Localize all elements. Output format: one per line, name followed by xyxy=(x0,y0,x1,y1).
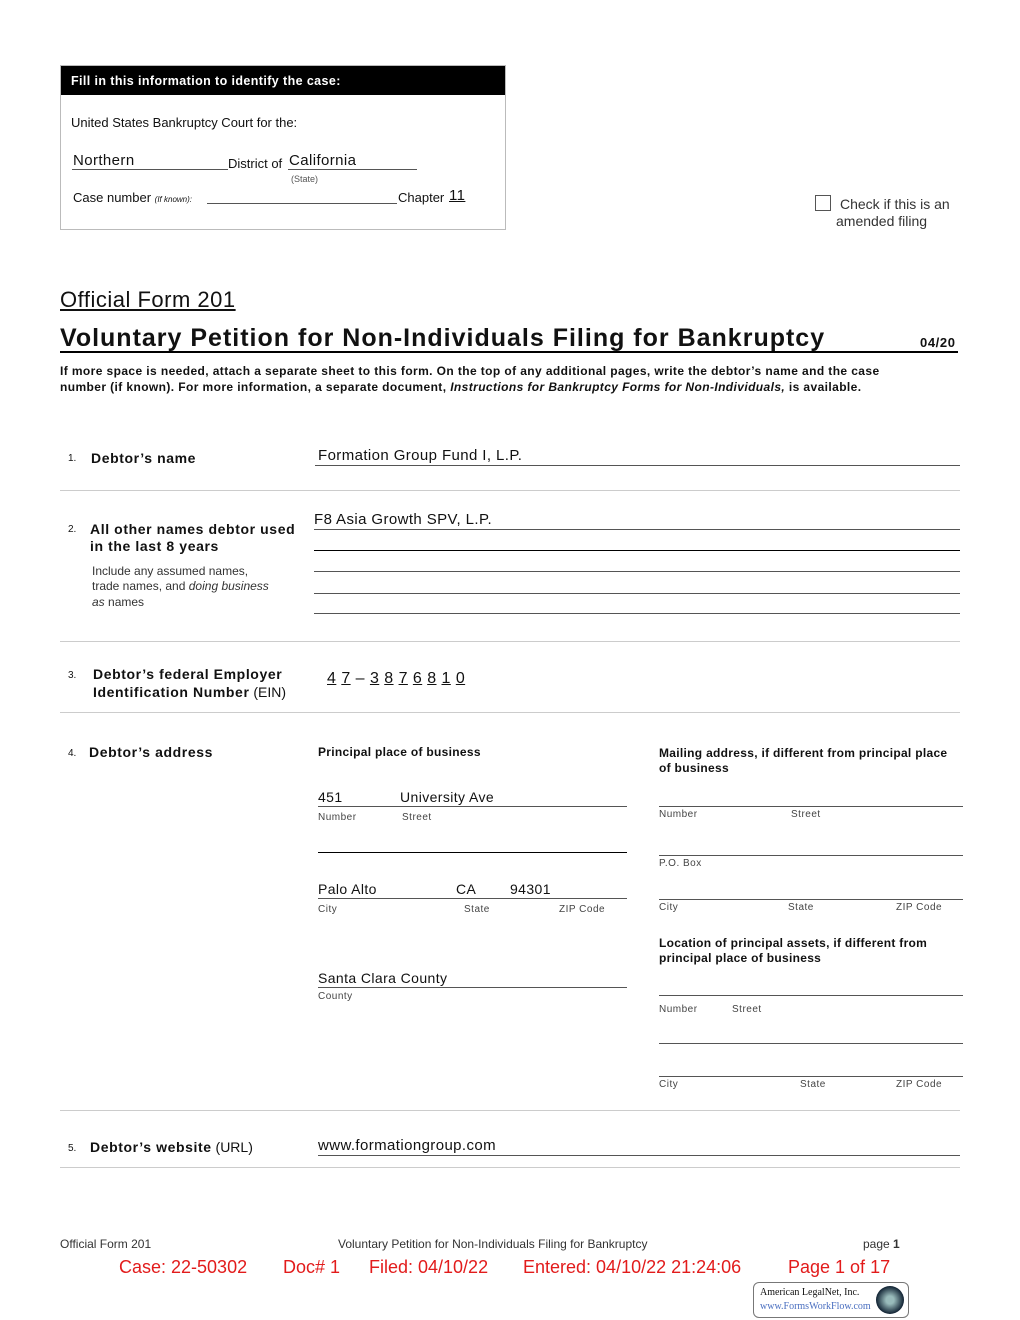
caption-number: Number xyxy=(659,809,698,820)
caption-state: State xyxy=(788,902,814,913)
principal-number-field[interactable]: 451 xyxy=(318,789,343,805)
amended-checkbox[interactable] xyxy=(815,195,831,211)
debtor-name-field[interactable]: Formation Group Fund I, L.P. xyxy=(318,447,523,464)
caption-city: City xyxy=(659,1079,679,1090)
q2-label-2: in the last 8 years xyxy=(90,538,219,554)
q3-number: 3. xyxy=(68,670,77,681)
state-caption: (State) xyxy=(291,174,319,184)
form-title: Voluntary Petition for Non-Individuals Filing for Bankruptcy xyxy=(60,324,826,352)
q2-help-2: trade names, and doing business xyxy=(92,579,269,593)
q2-help-3: as names xyxy=(92,595,145,609)
stamp-filed: Filed: 04/10/22 xyxy=(369,1257,489,1277)
mailing-heading-2: of business xyxy=(659,761,729,775)
q2-label-1: All other names debtor used xyxy=(90,521,296,537)
mailing-heading-1: Mailing address, if different from principal place xyxy=(659,746,948,760)
stamp-entered: Entered: 04/10/22 21:24:06 xyxy=(523,1257,742,1277)
q3-label-2: Identification Number (EIN) xyxy=(93,684,287,700)
caption-zip: ZIP Code xyxy=(896,902,943,913)
caption-city: City xyxy=(318,904,338,915)
footer-title: Voluntary Petition for Non-Individuals Filing for Bankruptcy xyxy=(338,1237,648,1251)
chapter-label: Chapter xyxy=(398,190,445,205)
ein-field[interactable]: 4 7 – 3 8 7 6 8 1 0 xyxy=(327,670,466,687)
intro-line-2: number (if known). For more information, a separate document, Instructions for Bankruptcy Forms for Non-Individuals, is available. xyxy=(60,380,862,394)
assets-heading-2: principal place of business xyxy=(659,951,822,965)
intro-line-1: If more space is needed, attach a separate sheet to this form. On the top of any additional pages, write the debtor’s name and the case xyxy=(60,364,880,378)
logo-line-1: American LegalNet, Inc. xyxy=(760,1287,860,1298)
district-of-label: District of xyxy=(228,156,283,171)
amended-label-1: Check if this is an xyxy=(840,196,950,212)
caption-street: Street xyxy=(402,812,432,823)
principal-zip-field[interactable]: 94301 xyxy=(510,881,551,897)
county-field[interactable]: Santa Clara County xyxy=(318,970,448,986)
assets-street-field[interactable] xyxy=(659,995,963,996)
caption-zip: ZIP Code xyxy=(896,1079,943,1090)
caption-state: State xyxy=(800,1079,826,1090)
q1-label: Debtor’s name xyxy=(91,450,197,466)
chapter-value: 11 xyxy=(449,187,466,204)
caption-number: Number xyxy=(659,1004,698,1015)
caption-county: County xyxy=(318,991,353,1002)
stamp-case: Case: 22-50302 xyxy=(119,1257,248,1277)
case-box-header: Fill in this information to identify the case: xyxy=(61,66,505,95)
q2-help-1: Include any assumed names, xyxy=(92,564,249,578)
q5-number: 5. xyxy=(68,1143,77,1154)
mailing-city-field[interactable] xyxy=(659,899,963,900)
caption-street: Street xyxy=(732,1004,762,1015)
case-info-box xyxy=(60,65,506,230)
caption-zip: ZIP Code xyxy=(559,904,606,915)
principal-city-field[interactable]: Palo Alto xyxy=(318,881,377,897)
stamp-page: Page 1 of 17 xyxy=(788,1257,891,1277)
state-field[interactable]: California xyxy=(289,152,357,169)
court-label: United States Bankruptcy Court for the: xyxy=(71,115,298,130)
q4-number: 4. xyxy=(68,748,77,759)
principal-heading: Principal place of business xyxy=(318,745,481,759)
principal-street2-field[interactable] xyxy=(318,852,627,853)
principal-street-field[interactable]: University Ave xyxy=(400,789,495,805)
amended-label-2: amended filing xyxy=(836,213,928,229)
footer-form: Official Form 201 xyxy=(60,1237,152,1251)
q2-number: 2. xyxy=(68,524,77,535)
globe-icon xyxy=(876,1286,904,1314)
caption-city: City xyxy=(659,902,679,913)
caption-pobox: P.O. Box xyxy=(659,858,702,869)
stamp-doc: Doc# 1 xyxy=(283,1257,341,1277)
q4-label: Debtor’s address xyxy=(89,744,213,760)
caption-state: State xyxy=(464,904,490,915)
mailing-street-field[interactable] xyxy=(659,806,963,807)
forms-workflow-logo xyxy=(753,1282,909,1318)
principal-state-field[interactable]: CA xyxy=(456,881,477,897)
other-names-field[interactable]: F8 Asia Growth SPV, L.P. xyxy=(314,511,493,528)
district-field[interactable]: Northern xyxy=(73,152,135,169)
form-name: Official Form 201 xyxy=(60,287,236,312)
case-number-field[interactable] xyxy=(207,203,397,204)
website-field[interactable]: www.formationgroup.com xyxy=(318,1137,497,1154)
footer-page: page 1 xyxy=(863,1237,900,1251)
caption-street: Street xyxy=(791,809,821,820)
assets-street2-field[interactable] xyxy=(659,1043,963,1044)
case-number-label: Case number (If known): xyxy=(73,190,193,205)
q5-label: Debtor’s website (URL) xyxy=(90,1139,253,1155)
q1-number: 1. xyxy=(68,453,77,464)
logo-line-2: www.FormsWorkFlow.com xyxy=(760,1301,871,1312)
assets-city-field[interactable] xyxy=(659,1076,963,1077)
q3-label-1: Debtor’s federal Employer xyxy=(93,666,283,682)
assets-heading-1: Location of principal assets, if different from xyxy=(659,936,928,950)
caption-number: Number xyxy=(318,812,357,823)
form-version: 04/20 xyxy=(920,335,956,350)
mailing-pobox-field[interactable] xyxy=(659,855,963,856)
